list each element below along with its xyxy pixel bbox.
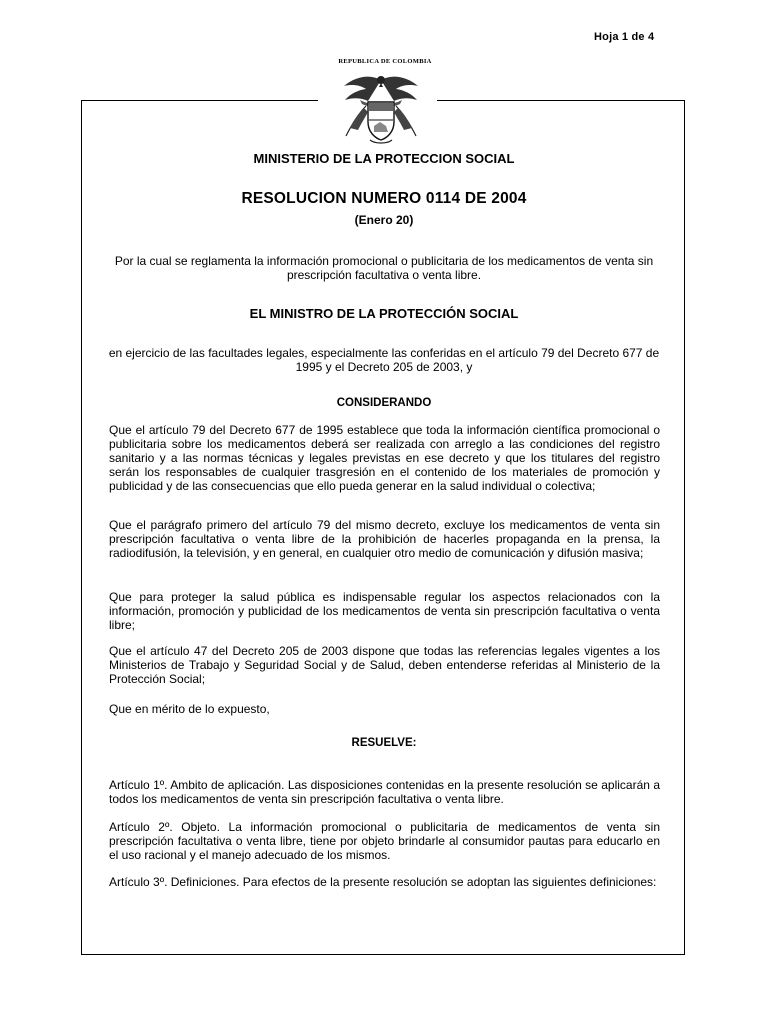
considerando-paragraph: Que el artículo 79 del Decreto 677 de 1995 establece que toda la información científica promocional o publicitaria sobre los medicamentos deberá ser realizada con arreglo a las condiciones del registro sanitario y a las normas técnicas y legales previstas en ese decreto y que los titulares del registro serán los responsables de cualquier trasgresión en el contenido de los materiales de promoción y publicidad y de las consecuencias que ello pueda generar en la salud individual o colectiva; xyxy=(109,423,660,493)
resuelve-heading: RESUELVE: xyxy=(351,737,417,749)
resolution-date: (Enero 20) xyxy=(354,213,414,227)
considerando-heading: CONSIDERANDO xyxy=(336,397,432,409)
legal-powers: en ejercicio de las facultades legales, especialmente las conferidas en el artículo 79 del Decreto 677 de 1995 y el Decreto 205 de 2003, y xyxy=(108,346,660,374)
resolution-title: RESOLUCION NUMERO 0114 DE 2004 xyxy=(241,190,527,207)
ministry-title: MINISTERIO DE LA PROTECCION SOCIAL xyxy=(253,151,515,166)
page-number: Hoja 1 de 4 xyxy=(594,31,655,43)
considerando-paragraph: Que el artículo 47 del Decreto 205 de 2003 dispone que todas las referencias legales vigentes a los Ministerios de Trabajo y Seguridad Social y de Salud, deben entenderse referidas al Ministerio de la Protección Social; xyxy=(109,644,660,686)
considerando-paragraph: Que en mérito de lo expuesto, xyxy=(109,702,270,716)
considerando-paragraph: Que para proteger la salud pública es indispensable regular los aspectos relacionados con la información, promoción y publicidad de los medicamentos de venta sin prescripción facultativa o venta libre; xyxy=(109,590,660,632)
frame-top-rule-left xyxy=(81,100,318,101)
article-paragraph: Artículo 3º. Definiciones. Para efectos de la presente resolución se adoptan las siguientes definiciones: xyxy=(109,875,657,889)
resolution-purpose: Por la cual se reglamenta la información promocional o publicitaria de los medicamentos de venta sin prescripción facultativa o venta libre. xyxy=(114,254,654,282)
article-paragraph: Artículo 1º. Ambito de aplicación. Las disposiciones contenidas en la presente resolución se aplicarán a todos los medicamentos de venta sin prescripción facultativa o venta libre. xyxy=(109,778,660,806)
minister-heading: EL MINISTRO DE LA PROTECCIÓN SOCIAL xyxy=(249,306,519,321)
colombia-coat-of-arms-icon xyxy=(330,70,432,150)
considerando-paragraph: Que el parágrafo primero del artículo 79 del mismo decreto, excluye los medicamentos de venta sin prescripción facultativa o venta libre de la prohibición de hacerles propaganda en la prensa, la radiodifusión, la televisión, y en general, en cualquier otro medio de comunicación y difusión masiva; xyxy=(109,518,660,560)
frame-top-rule-right xyxy=(437,100,685,101)
republica-label: REPUBLICA DE COLOMBIA xyxy=(338,58,432,65)
article-paragraph: Artículo 2º. Objeto. La información promocional o publicitaria de medicamentos de venta sin prescripción facultativa o venta libre, tiene por objeto brindarle al consumidor pautas para educarlo en el uso racional y el manejo adecuado de los mismos. xyxy=(109,820,660,862)
